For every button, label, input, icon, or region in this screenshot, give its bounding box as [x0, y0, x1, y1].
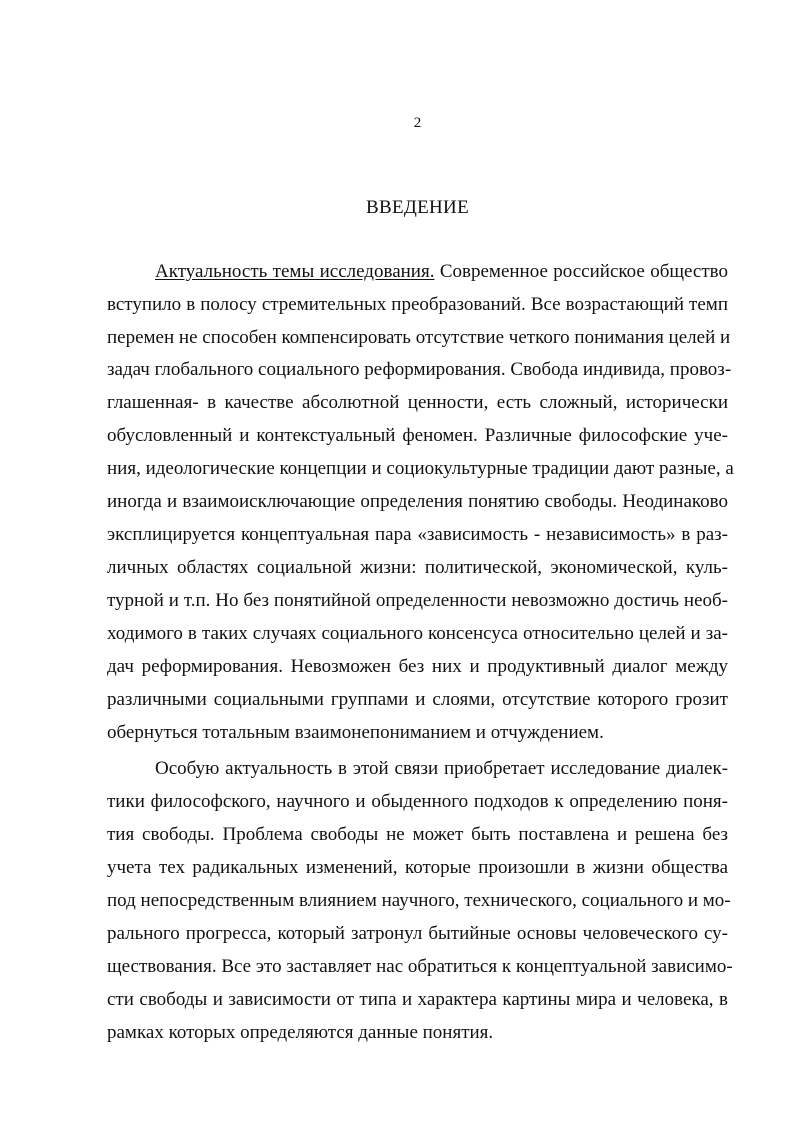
- paragraph-2-line: рального прогресса, который затронул бытийные основы человеческого су-: [107, 923, 728, 944]
- paragraph-2-line: рамках которых определяются данные понятия.: [107, 1022, 494, 1043]
- paragraph-2-line: под непосредственным влиянием научного, технического, социального и мо-: [107, 890, 731, 911]
- paragraph-1-line: ния, идеологические концепции и социокультурные традиции дают разные, а: [107, 458, 734, 479]
- paragraph-1-line: эксплицируется концептуальная пара «зависимость - независимость» в раз-: [107, 524, 728, 545]
- page-number: 2: [413, 115, 422, 131]
- paragraph-1-line: турной и т.п. Но без понятийной определенности невозможно достичь необ-: [107, 590, 728, 611]
- section-heading: ВВЕДЕНИЕ: [366, 197, 469, 218]
- paragraph-2-line: учета тех радикальных изменений, которые произошли в жизни общества: [107, 857, 728, 878]
- paragraph-1-line: задач глобального социального реформирования. Свобода индивида, провоз-: [107, 359, 732, 380]
- topic-relevance-lead: Актуальность темы исследования.: [155, 261, 435, 282]
- paragraph-2-line-1: Особую актуальность в этой связи приобретает исследование диалек-: [155, 758, 728, 779]
- paragraph-1-line: обернуться тотальным взаимонепониманием и отчуждением.: [107, 722, 604, 743]
- paragraph-1-line: обусловленный и контекстуальный феномен. Различные философские уче-: [107, 425, 728, 446]
- paragraph-2-line: тики философского, научного и обыденного подходов к определению поня-: [107, 791, 728, 812]
- paragraph-1-line: перемен не способен компенсировать отсутствие четкого понимания целей и: [107, 327, 731, 348]
- paragraph-2-line: тия свободы. Проблема свободы не может быть поставлена и решена без: [107, 824, 728, 845]
- paragraph-2-line: ществования. Все это заставляет нас обратиться к концептуальной зависимо-: [107, 956, 733, 977]
- paragraph-1-line: ходимого в таких случаях социального консенсуса относительно целей и за-: [107, 623, 728, 644]
- paragraph-1-line: личных областях социальной жизни: политической, экономической, куль-: [107, 557, 728, 578]
- paragraph-1-line: вступило в полосу стремительных преобразований. Все возрастающий темп: [107, 294, 728, 315]
- paragraph-1-line: дач реформирования. Невозможен без них и продуктивный диалог между: [107, 656, 728, 677]
- paragraph-1-line: глашенная- в качестве абсолютной ценности, есть сложный, исторически: [107, 392, 728, 413]
- paragraph-1-line: иногда и взаимоисключающие определения понятию свободы. Неодинаково: [107, 491, 728, 512]
- paragraph-1-line: различными социальными группами и слоями, отсутствие которого грозит: [107, 689, 728, 710]
- paragraph-1-line-1-rest: Современное российское общество: [434, 261, 728, 282]
- paragraph-1-line-1: [155, 261, 728, 283]
- paragraph-2-line: сти свободы и зависимости от типа и характера картины мира и человека, в: [107, 989, 728, 1010]
